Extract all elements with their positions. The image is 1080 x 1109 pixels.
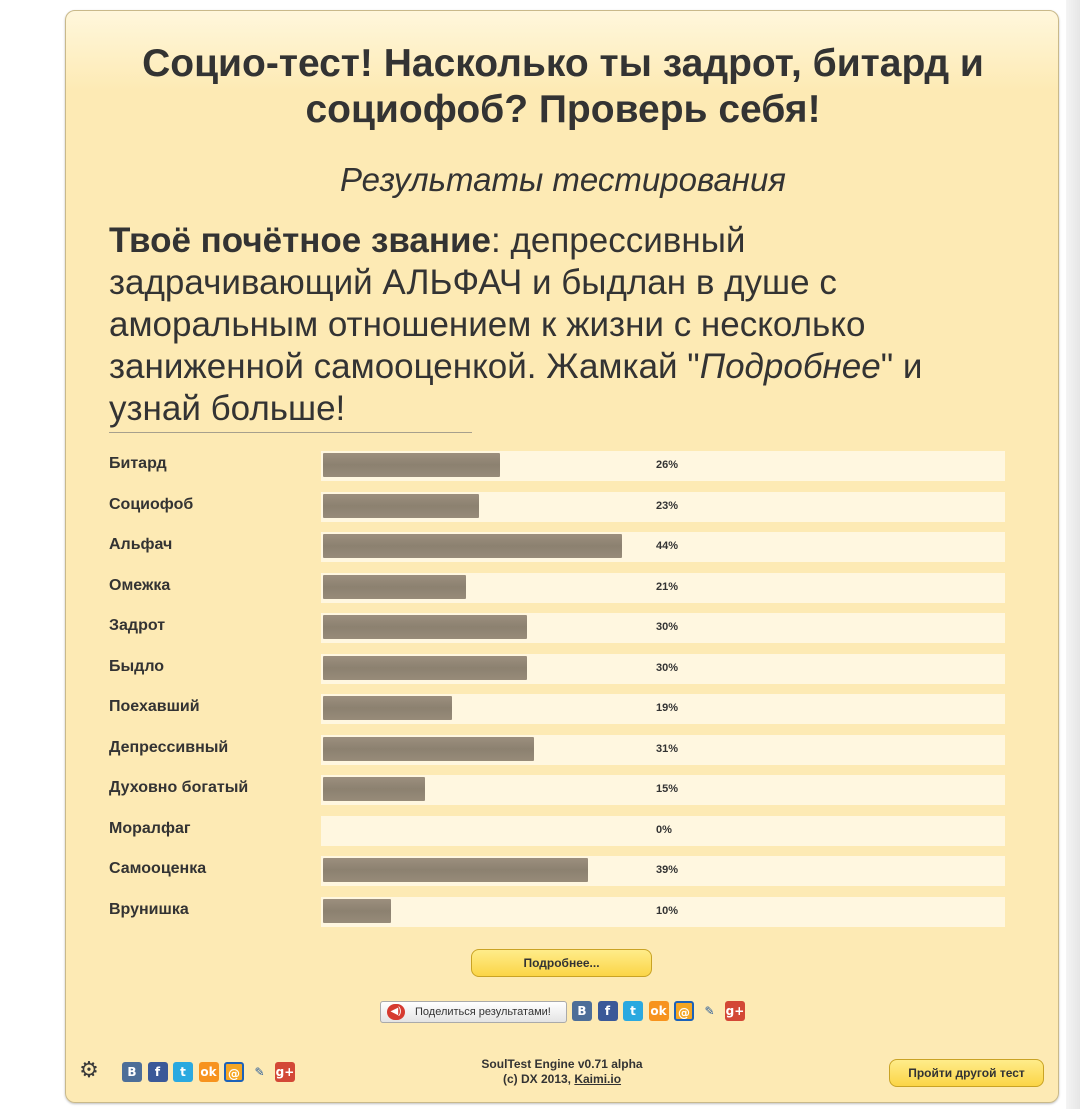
result-row [109, 532, 1005, 562]
result-row [109, 775, 1005, 805]
twitter-icon[interactable]: t [173, 1062, 193, 1082]
result-row [109, 694, 1005, 724]
result-percent: 23% [656, 499, 679, 512]
result-row [109, 735, 1005, 765]
divider [109, 432, 472, 433]
result-percent: 30% [656, 661, 679, 674]
result-row [109, 492, 1005, 522]
result-percent: 21% [656, 580, 679, 593]
result-label: Быдло [109, 657, 165, 675]
result-bar-track [321, 856, 1005, 886]
result-label: Социофоб [109, 495, 194, 513]
result-label: Задрот [109, 617, 166, 634]
share-results-button[interactable] [380, 1001, 567, 1023]
result-row [109, 573, 1005, 603]
result-percent: 19% [656, 702, 679, 714]
twitter-icon[interactable]: t [623, 1001, 643, 1021]
result-row [109, 451, 1005, 481]
result-bar-fill [323, 575, 466, 599]
result-bar-fill [323, 777, 425, 801]
result-percent: 31% [656, 742, 679, 755]
gear-icon[interactable]: ⚙ [79, 1058, 99, 1083]
verdict-label: Твоё почётное звание [109, 221, 491, 260]
result-percent: 15% [656, 783, 679, 795]
result-bar-track [321, 775, 1005, 805]
livejournal-icon[interactable]: ✎ [254, 1065, 265, 1079]
result-bar-fill [323, 858, 588, 882]
result-row [109, 613, 1005, 643]
result-label: Битард [109, 455, 167, 472]
verdict-emphasis: Подробнее [699, 347, 881, 386]
result-row [109, 856, 1005, 886]
copyright-text: (c) DX 2013, [502, 1072, 575, 1086]
result-bar-track [321, 654, 1005, 684]
share-button-label: Поделиться результатами! [415, 1006, 551, 1018]
result-row [109, 816, 1005, 846]
result-percent: 44% [656, 540, 679, 552]
results-subtitle: Результаты тестирования [340, 161, 786, 198]
mailru-icon[interactable]: @ [674, 1001, 694, 1021]
speaker-icon: ◀) [387, 1004, 405, 1020]
verdict-body-start: : депрессивный задрачивающий АЛЬФАЧ и быдлан в душе с аморальным отношением к жизни с несколько заниженной самооценкой. Жамкай " [109, 221, 866, 386]
result-bar-track [321, 897, 1005, 927]
result-label: Духовно богатый [109, 779, 249, 796]
result-row [109, 897, 1005, 927]
facebook-icon[interactable]: f [148, 1062, 168, 1082]
mailru-icon[interactable]: @ [224, 1062, 244, 1082]
result-bar-fill [323, 899, 391, 923]
result-bar-fill [323, 615, 527, 639]
result-bar-track [321, 532, 1005, 562]
result-bar-fill [323, 494, 479, 518]
page-title: Социо-тест! Насколько ты задрот, битард и социофоб? Проверь себя! [142, 42, 984, 131]
result-percent: 26% [656, 459, 679, 471]
vk-icon[interactable]: В [572, 1001, 592, 1021]
result-label: Альфач [109, 536, 173, 553]
result-label: Врунишка [109, 900, 189, 918]
test-panel [65, 10, 1059, 1103]
result-label: Депрессивный [109, 738, 229, 756]
more-button[interactable]: Подробнее... [471, 949, 652, 977]
facebook-icon[interactable]: f [598, 1001, 618, 1021]
result-bar-track [321, 492, 1005, 522]
result-bar-track [321, 694, 1005, 724]
engine-credits [446, 1057, 678, 1087]
googleplus-icon[interactable]: g+ [725, 1001, 745, 1021]
other-test-button[interactable]: Пройти другой тест [889, 1059, 1044, 1087]
result-label: Моралфаг [109, 819, 191, 837]
odnoklassniki-icon[interactable]: ok [199, 1062, 219, 1082]
engine-version: SoulTest Engine v0.71 alpha [481, 1057, 643, 1071]
googleplus-icon[interactable]: g+ [275, 1062, 295, 1082]
result-bar-track [321, 816, 1005, 846]
kaimi-link[interactable]: Kaimi.io [574, 1072, 622, 1086]
result-row [109, 654, 1005, 684]
result-bar-fill [323, 696, 452, 720]
result-bar-fill [323, 534, 622, 558]
result-bar-track [321, 573, 1005, 603]
scrollbar-edge [1066, 0, 1080, 1109]
vk-icon[interactable]: В [122, 1062, 142, 1082]
verdict-body-end: " и узнай больше! [109, 347, 923, 428]
result-percent: 0% [656, 823, 672, 836]
odnoklassniki-icon[interactable]: ok [649, 1001, 669, 1021]
result-bar-track [321, 613, 1005, 643]
livejournal-icon[interactable]: ✎ [704, 1004, 715, 1018]
result-percent: 39% [656, 864, 679, 876]
engine-copyright [446, 1072, 678, 1087]
result-label: Поехавший [109, 698, 200, 715]
result-bar-track [321, 735, 1005, 765]
result-bar-fill [323, 453, 500, 477]
verdict-text [109, 220, 969, 430]
result-percent: 30% [656, 621, 679, 633]
result-bar-track [321, 451, 1005, 481]
result-label: Омежка [109, 576, 171, 594]
result-percent: 10% [656, 904, 679, 917]
result-bar-fill [323, 737, 534, 761]
result-label: Самооценка [109, 860, 207, 877]
result-bar-fill [323, 656, 527, 680]
